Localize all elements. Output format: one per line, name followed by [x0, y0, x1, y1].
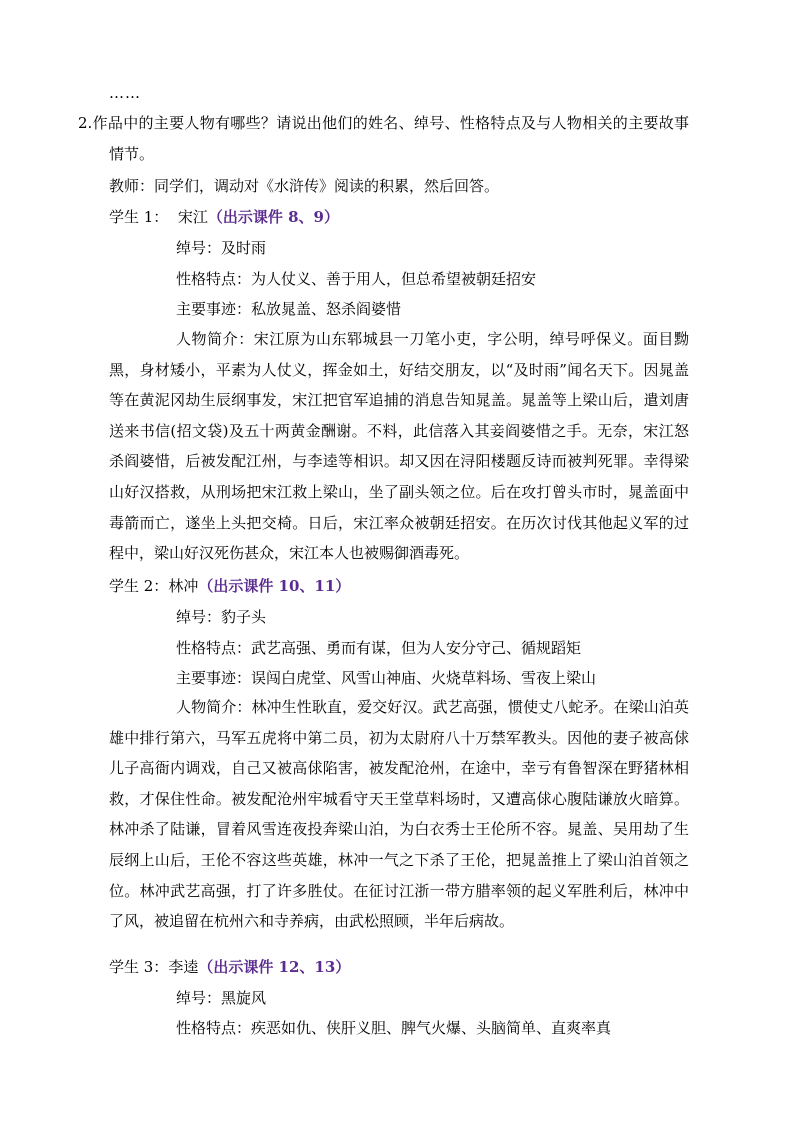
teacher-prompt: 教师：同学们，调动对《水浒传》阅读的积累，然后回答。 [109, 177, 500, 195]
student-3-heading [109, 957, 350, 977]
student-1-deeds: 主要事迹：私放晁盖、怒杀阎婆惜 [176, 300, 402, 318]
courseware-ref: （出示课件 8、9） [207, 208, 339, 226]
student-1-heading [109, 207, 339, 227]
student-1-bio: 人物简介：宋江原为山东郓城县一刀笔小吏，字公明，绰号呼保义。面目黝黑，身材矮小，平素为人仗义，挥金如土，好结交朋友，以“及时雨”闻名天下。因晁盖等在黄泥冈劫生辰纲事发，宋江把官军追捕的消息告知晁盖。晁盖等上梁山后，遣刘唐送来书信(招文袋)及五十两黄金酬谢。不料，此信落入其妾阎婆惜之手。无奈，宋江怒杀阎婆惜，后被发配江州，与李逵等相识。却又因在浔阳楼题反诗而被判死罪。幸得梁山好汉搭救，从刑场把宋江救上梁山，坐了副头领之位。后在攻打曾头市时，晁盖面中毒箭而亡，遂坐上头把交椅。日后，宋江率众被朝廷招安。在历次讨伐其他起义军的过程中，梁山好汉死伤甚众，宋江本人也被赐御酒毒死。 [109, 330, 689, 563]
character-name: 李逵 [168, 958, 199, 976]
ellipsis: …… [109, 84, 141, 102]
courseware-ref: （出示课件 10、11） [198, 577, 351, 595]
student-2-traits: 性格特点：武艺高强、勇而有谋，但为人安分守己、循规蹈矩 [176, 639, 582, 657]
courseware-ref: （出示课件 12、13） [198, 958, 351, 976]
character-name: 林冲 [168, 577, 199, 595]
student-3-traits: 性格特点：疾恶如仇、侠肝义胆、脾气火爆、头脑简单、直爽率真 [176, 1019, 612, 1037]
student-label: 学生 2： [109, 577, 169, 595]
question-2: 2.作品中的主要人物有哪些？请说出他们的姓名、绰号、性格特点及与人物相关的主要故事情节。 [78, 114, 689, 163]
student-label: 学生 3： [109, 958, 169, 976]
character-name: 宋江 [177, 208, 208, 226]
student-2-deeds: 主要事迹：误闯白虎堂、风雪山神庙、火烧草料场、雪夜上梁山 [176, 669, 597, 687]
student-3-nickname: 绰号：黑旋风 [176, 989, 267, 1007]
student-2-bio: 人物简介：林冲生性耿直，爱交好汉。武艺高强，惯使丈八蛇矛。在梁山泊英雄中排行第六，马军五虎将中第二员，初为太尉府八十万禁军教头。因他的妻子被高俅儿子高衙内调戏，自己又被高俅陷害，被发配沧州，在途中，幸亏有鲁智深在野猪林相救，才保住性命。被发配沧州牢城看守天王堂草料场时，又遭高俅心腹陆谦放火暗算。林冲杀了陆谦，冒着风雪连夜投奔梁山泊，为白衣秀士王伦所不容。晁盖、吴用劫了生辰纲上山后，王伦不容这些英雄，林冲一气之下杀了王伦，把晁盖推上了梁山泊首领之位。林冲武艺高强，打了许多胜仗。在征讨江浙一带方腊率领的起义军胜利后，林冲中了风，被追留在杭州六和寺养病，由武松照顾，半年后病故。 [109, 698, 689, 931]
student-label: 学生 1： [109, 208, 169, 226]
student-2-nickname: 绰号：豹子头 [176, 608, 267, 626]
student-1-traits: 性格特点：为人仗义、善于用人，但总希望被朝廷招安 [176, 270, 537, 288]
student-2-heading [109, 576, 350, 596]
student-1-nickname: 绰号：及时雨 [176, 239, 267, 257]
